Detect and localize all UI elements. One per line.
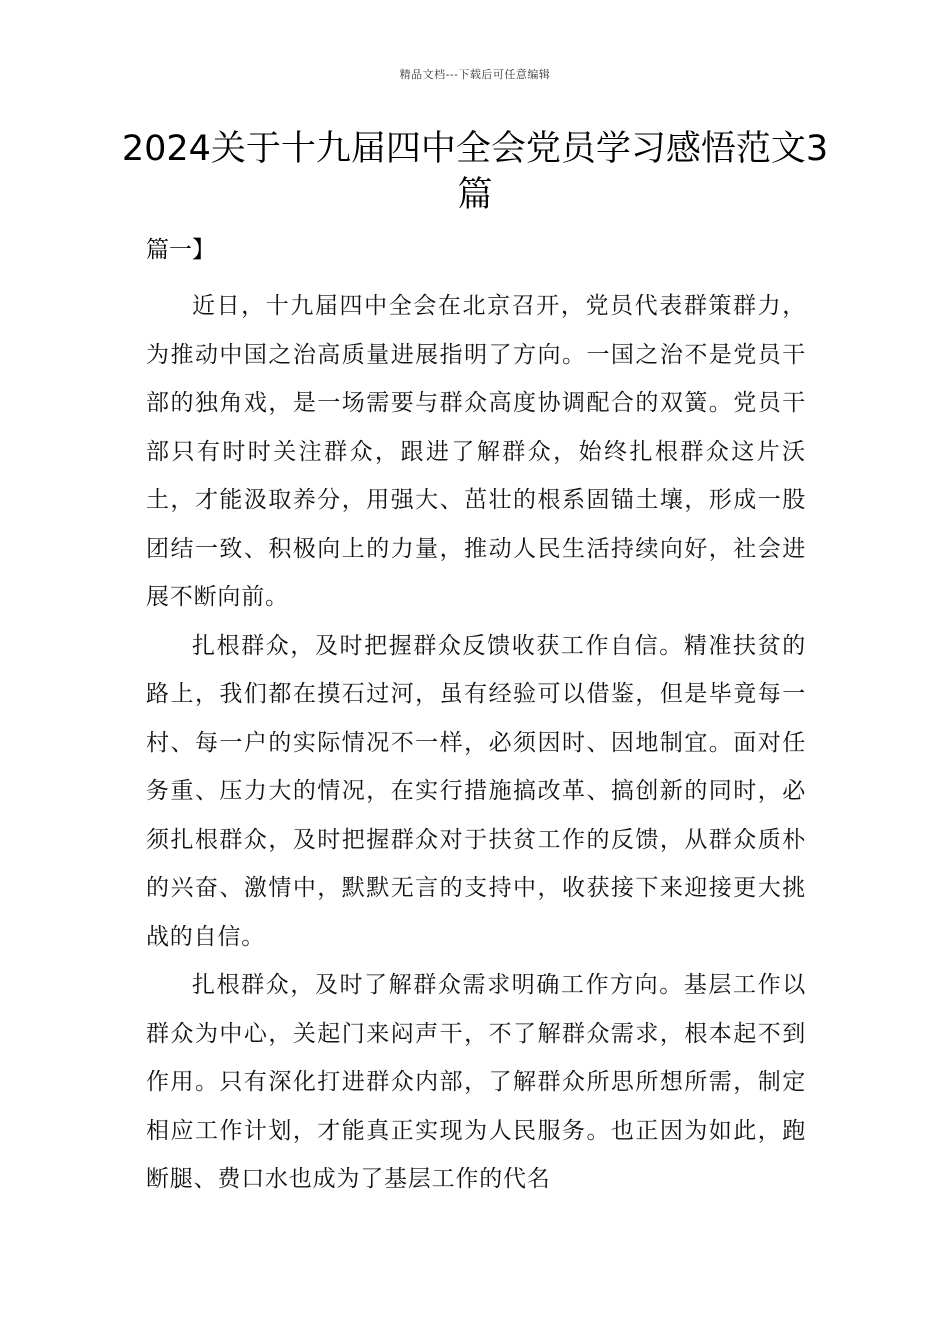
paragraph-3: 扎根群众，及时了解群众需求明确工作方向。基层工作以群众为中心，关起门来闷声干，不了解群众需求，根本起不到作用。只有深化打进群众内部，了解群众所思所想所需，制定相应工作计划，才能真正实现为人民服务。也正因为如此，跑断腿、费口水也成为了基层工作的代名 <box>146 972 806 1192</box>
document-title: 2024关于十九届四中全会党员学习感悟范文3篇 <box>121 129 829 215</box>
paragraph-2: 扎根群众，及时把握群众反馈收获工作自信。精准扶贫的路上，我们都在摸石过河，虽有经验可以借鉴，但是毕竟每一村、每一户的实际情况不一样，必须因时、因地制宜。面对任务重、压力大的情况，在实行措施搞改革、搞创新的同时，必须扎根群众，及时把握群众对于扶贫工作的反馈，从群众质朴的兴奋、激情中，默默无言的支持中，收获接下来迎接更大挑战的自信。 <box>146 632 806 950</box>
paragraph-1: 近日，十九届四中全会在北京召开，党员代表群策群力，为推动中国之治高质量进展指明了方向。一国之治不是党员干部的独角戏，是一场需要与群众高度协调配合的双簧。党员干部只有时时关注群众，跟进了解群众，始终扎根群众这片沃土，才能汲取养分，用强大、茁壮的根系固锚土壤，形成一股团结一致、积极向上的力量，推动人民生活持续向好，社会进展不断向前。 <box>146 293 806 610</box>
document-body <box>146 282 806 1204</box>
section-label: 篇一】 <box>146 237 215 263</box>
header-note: 精品文档---下载后可任意编辑 <box>399 68 551 81</box>
